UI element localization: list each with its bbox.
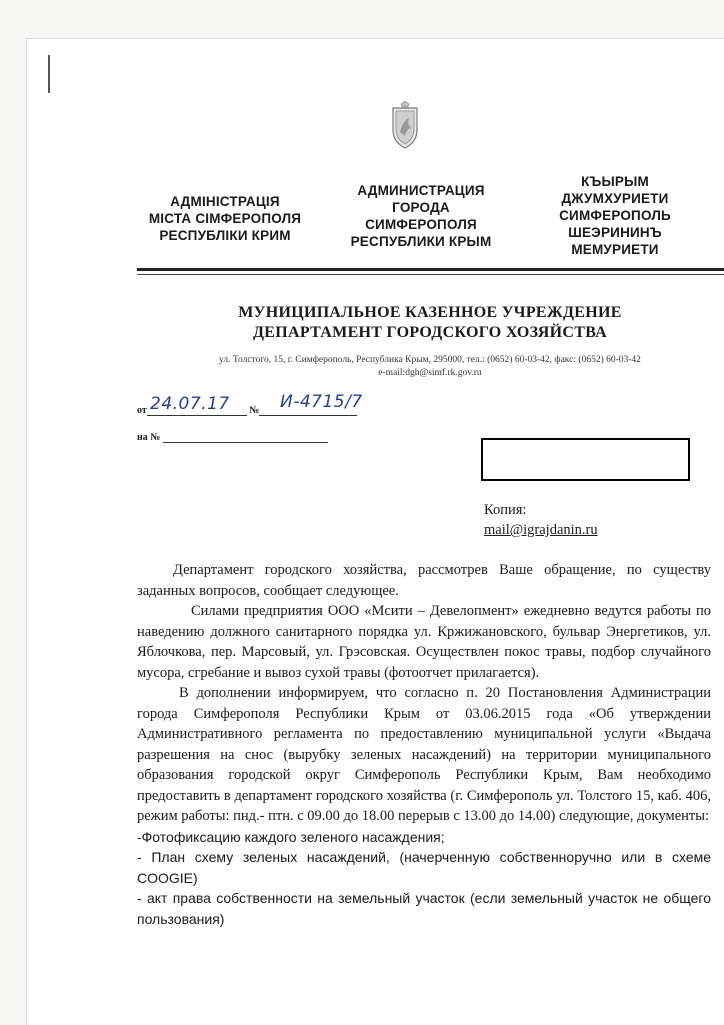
body-list-item: - акт права собственности на земельный участок (если земельный участок не общего пользования) (137, 890, 711, 927)
copy-email-link[interactable]: mail@igrajdanin.ru (484, 522, 598, 538)
header-ru-line: ГОРОДА (392, 200, 450, 215)
body-paragraph-3: В дополнении информируем, что согласно п. 20 Постановления Администрации города Симферополя Республики Крым от 03.06.2015 года «Об утверждении Административного регламента по предоставлению муниципальной услуги «Выдача разрешения на снос (вырубку зеленых насаждений) на территории муниципального образования городской округ Симферополь Республики Крым, Вам необходимо предоставить в департамент городского хозяйства (г. Симферополь ул. Толстого 15, каб. 406, режим работы: пнд.- птн. с 09.00 до 18.00 перерыв с 13.00 до 14.00) следующие, документы: (137, 685, 711, 824)
organization-contacts (150, 354, 710, 380)
scan-edge-mark (48, 55, 50, 93)
header-crh-line: ДЖУМХУРИЕТИ (561, 191, 669, 206)
copy-label: Копия: (484, 502, 527, 518)
header-ukrainian (135, 193, 315, 244)
registration-reply-line (137, 430, 328, 443)
header-divider-thin (137, 274, 724, 275)
redacted-addressee-box (481, 438, 690, 481)
copy-recipient (484, 500, 598, 540)
header-russian (335, 182, 507, 250)
registration-number-label: № (249, 405, 260, 416)
registration-reply-label: на № (137, 432, 161, 443)
letter-body (137, 560, 711, 929)
organization-email: e-mail:dgh@simf.rk.gov.ru (378, 368, 482, 378)
header-divider-thick (137, 268, 724, 271)
header-ru-line: АДМИНИСТРАЦИЯ (357, 183, 485, 198)
body-paragraph-1: Департамент городского хозяйства, рассмотрев Ваше обращение, по существу заданных вопросов, сообщает следующее. (137, 562, 711, 599)
header-ru-line: РЕСПУБЛИКИ КРЫМ (350, 234, 492, 249)
organization-title-line2: ДЕПАРТАМЕНТ ГОРОДСКОГО ХОЗЯЙСТВА (252, 324, 608, 341)
registration-reply-field (163, 430, 328, 443)
body-list-item: -Фотофиксацию каждого зеленого насаждения; (137, 828, 445, 845)
registration-from-label: от (137, 405, 147, 416)
organization-title-line1: МУНИЦИПАЛЬНОЕ КАЗЕННОЕ УЧРЕЖДЕНИЕ (238, 304, 622, 321)
header-crh-line: ШЕЭРИНИНЪ (568, 225, 662, 240)
organization-title (150, 303, 710, 343)
header-ru-line: СИМФЕРОПОЛЯ (365, 217, 477, 232)
header-crh-line: МЕМУРИЕТИ (571, 242, 659, 257)
handwritten-date: 24.07.17 (150, 394, 230, 414)
header-crimean-tatar (545, 173, 685, 258)
coat-of-arms-icon (387, 100, 423, 150)
header-crh-line: КЪЫРЫМ (581, 174, 649, 189)
body-paragraph-2: Силами предприятия ООО «Мсити – Девелопмент» ежедневно ведутся работы по наведению должного санитарного порядка ул. Кржижановского, бульвар Энергетиков, ул. Яблочкова, пер. Марсовый, ул. Грэсовская. Осуществлен покос травы, подбор случайного мусора, сгребание и вывоз сухой травы (фотоотчет прилагается). (137, 603, 711, 681)
handwritten-number: И-4715/7 (280, 392, 363, 412)
body-list-item: - План схему зеленых насаждений, (начерченную собственноручно или в схеме COOGIE) (137, 849, 711, 886)
header-ua-line: МІСТА СІМФЕРОПОЛЯ (148, 211, 302, 226)
header-ua-line: АДМІНІСТРАЦІЯ (170, 194, 280, 209)
header-crh-line: СИМФЕРОПОЛЬ (559, 208, 671, 223)
organization-address: ул. Толстого, 15, г. Симферополь, Республика Крым, 295000, тел.: (0652) 60-03-42, факс: (0652) 60-03-42 (219, 355, 641, 365)
header-ua-line: РЕСПУБЛІКИ КРИМ (159, 228, 291, 243)
